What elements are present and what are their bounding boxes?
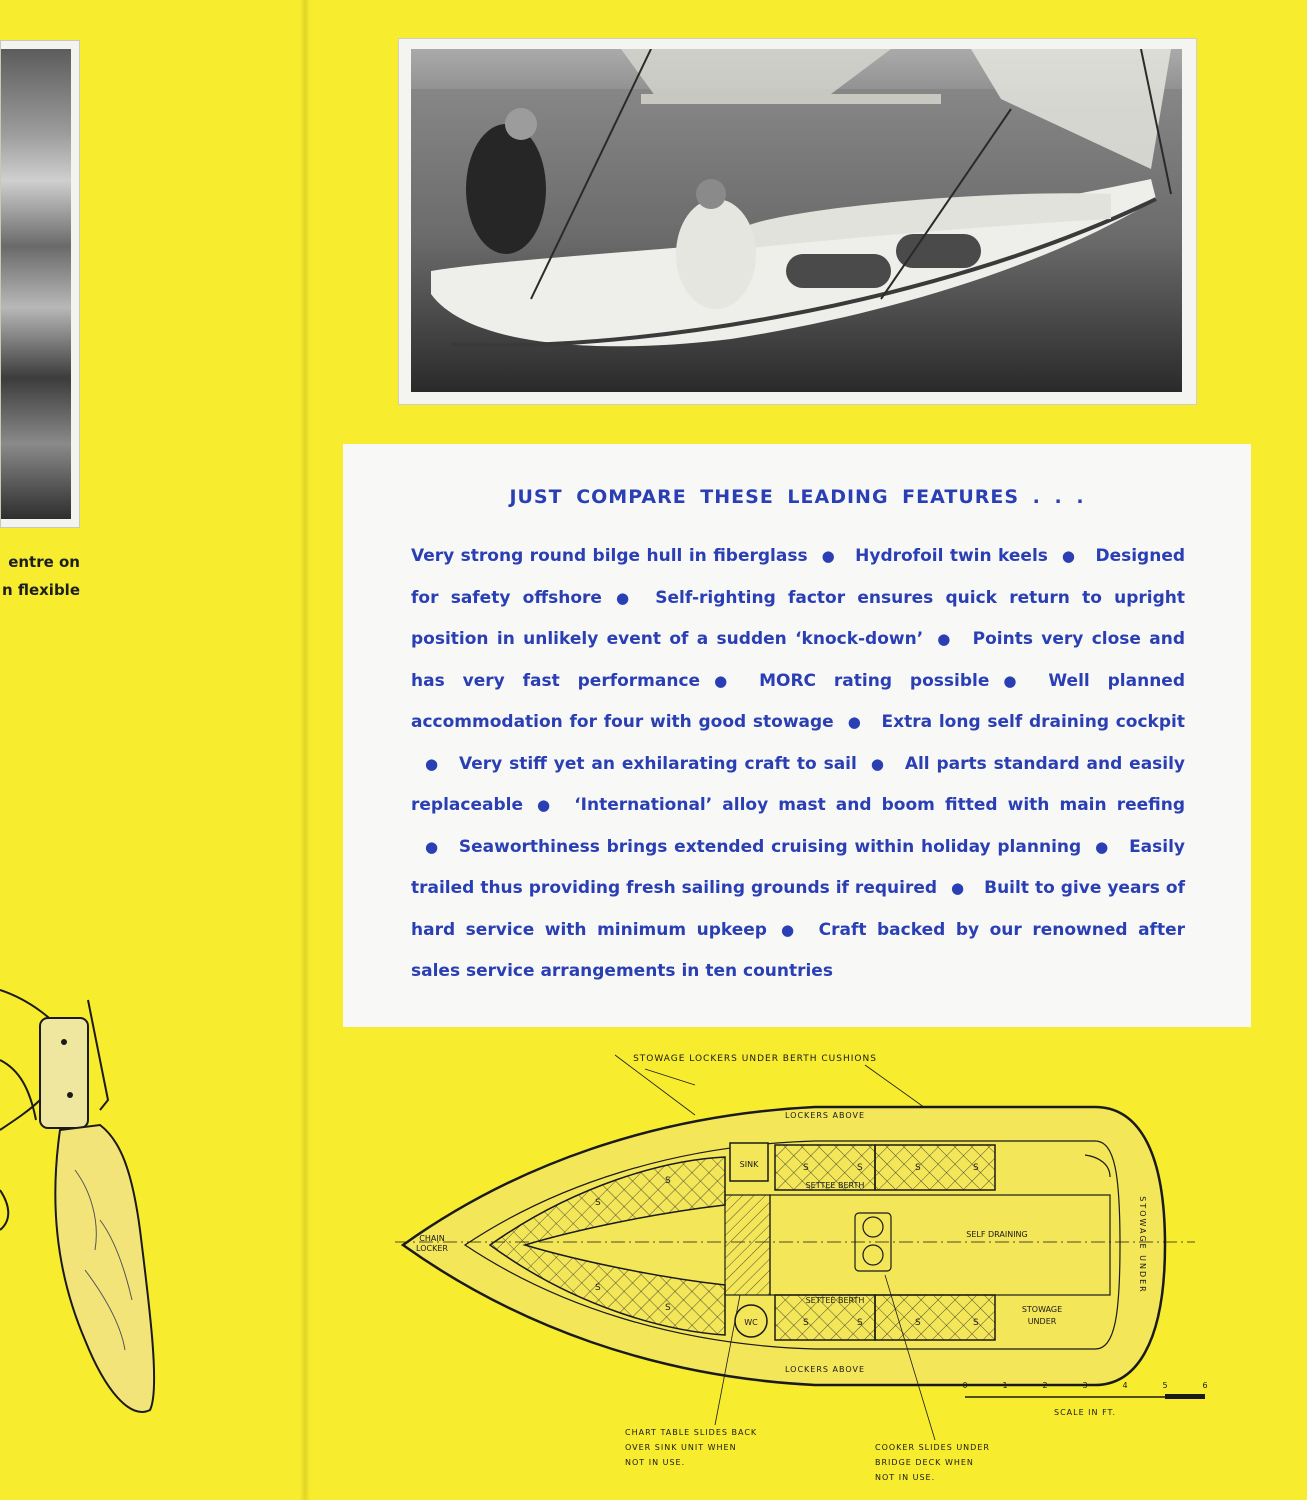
berth-mark: S [857, 1163, 863, 1173]
features-panel [343, 444, 1251, 1027]
cooker-note-3: NOT IN USE. [875, 1473, 936, 1482]
chain-locker-line-1: CHAIN [419, 1234, 445, 1243]
bullet-icon: ● [425, 837, 439, 856]
bullet-icon: ● [615, 588, 630, 607]
stowage-under-line-1: STOWAGE [1021, 1305, 1063, 1314]
scale-tick: 1 [1002, 1381, 1008, 1390]
stowage-under-vertical: STOWAGE UNDER [1138, 1196, 1147, 1294]
features-list [411, 536, 1185, 993]
settee-berth-bottom: SETTEE BERTH [805, 1296, 865, 1305]
feature-item: Built to give years of hard service with minimum upkeep [411, 878, 1185, 940]
sailboat-illustration [411, 49, 1182, 392]
sink-label: SINK [739, 1160, 759, 1169]
feature-item: Easily trailed thus providing fresh sailing grounds if required [411, 836, 1186, 898]
feature-item: Very strong round bilge hull in fiberglass [411, 546, 808, 566]
bullet-icon: ● [425, 754, 439, 773]
bullet-icon: ● [951, 879, 965, 897]
feature-item: MORC rating possible [759, 670, 990, 691]
feature-item: Well planned accommodation for four with good stowage [411, 670, 1186, 732]
bullet-icon: ● [537, 796, 551, 814]
scale-tick: 0 [962, 1381, 968, 1390]
bullet-icon: ● [821, 547, 835, 565]
chain-locker-line-2: LOCKER [416, 1244, 448, 1253]
accommodation-plan [395, 1045, 1240, 1485]
scale-label: SCALE IN FT. [1053, 1408, 1117, 1417]
berth-mark: S [665, 1176, 671, 1186]
scale-bar [962, 1381, 1207, 1417]
scale-tick: 4 [1122, 1381, 1128, 1390]
chart-table-note-2: OVER SINK UNIT WHEN [625, 1443, 737, 1452]
stowage-under-line-2: UNDER [1027, 1317, 1057, 1326]
lockers-above-top: LOCKERS ABOVE [784, 1111, 866, 1120]
feature-item: ‘International’ alloy mast and boom fitted with main reefing [574, 795, 1186, 815]
left-caption-line-1: entre on [8, 553, 80, 571]
feature-item: Craft backed by our renowned after sales service arrangements in ten countries [411, 919, 1185, 981]
berth-mark: S [973, 1163, 979, 1173]
berth-mark: S [915, 1318, 921, 1328]
stowage-lockers-label: STOWAGE LOCKERS UNDER BERTH CUSHIONS [633, 1054, 877, 1064]
bullet-icon: ● [847, 713, 861, 731]
feature-item: All parts standard and easily replaceable [411, 753, 1186, 815]
berth-mark: S [803, 1163, 809, 1173]
feature-item: Hydrofoil twin keels [855, 546, 1048, 566]
rudder-drawing [0, 970, 170, 1430]
features-title: JUST COMPARE THESE LEADING FEATURES . . . [509, 486, 1085, 508]
feature-item: Very stiff yet an exhilarating craft to sail [458, 753, 857, 774]
berth-mark: S [595, 1283, 601, 1293]
berth-mark: S [915, 1163, 921, 1173]
berth-mark: S [595, 1198, 601, 1208]
feature-item: Self-righting factor ensures quick return to upright position in unlikely event of a sudden ‘knock-down’ [411, 587, 1185, 649]
bullet-icon: ● [1003, 671, 1017, 690]
lockers-above-bottom: LOCKERS ABOVE [784, 1365, 866, 1374]
left-photo-image [1, 49, 71, 519]
scale-tick: 3 [1082, 1381, 1088, 1390]
berth-mark: S [665, 1303, 671, 1313]
feature-item: Extra long self draining cockpit [881, 712, 1185, 732]
cooker-note-2: BRIDGE DECK WHEN [875, 1458, 974, 1467]
settee-berth-top: SETTEE BERTH [805, 1181, 865, 1190]
feature-item: Seaworthiness brings extended cruising within holiday planning [458, 836, 1082, 857]
sailboat-photo [398, 38, 1197, 405]
left-cropped-photo [0, 40, 80, 528]
cooker-note-1: COOKER SLIDES UNDER [875, 1443, 990, 1452]
wc-label: WC [744, 1318, 758, 1327]
bullet-icon: ● [1095, 837, 1109, 856]
left-caption-line-2: n flexible [1, 581, 80, 599]
berth-mark: S [973, 1318, 979, 1328]
berth-mark: S [857, 1318, 863, 1328]
bullet-icon: ● [714, 671, 728, 690]
chart-table-note-1: CHART TABLE SLIDES BACK [625, 1428, 758, 1437]
feature-item: Points very close and has very fast performance [411, 629, 1186, 691]
page-fold [300, 0, 310, 1500]
chart-table-note-3: NOT IN USE. [625, 1458, 686, 1467]
left-caption [0, 548, 80, 604]
scale-tick: 5 [1162, 1381, 1168, 1390]
self-draining-label: SELF DRAINING [966, 1230, 1028, 1239]
bullet-icon: ● [937, 630, 951, 648]
scale-tick: 2 [1042, 1381, 1048, 1390]
bullet-icon: ● [870, 754, 884, 773]
sailboat-photo-image [411, 49, 1182, 392]
bullet-icon: ● [1061, 547, 1076, 565]
feature-item: Designed for safety offshore [411, 546, 1186, 608]
scale-tick: 6 [1202, 1381, 1208, 1390]
berth-mark: S [803, 1318, 809, 1328]
bullet-icon: ● [780, 920, 795, 939]
